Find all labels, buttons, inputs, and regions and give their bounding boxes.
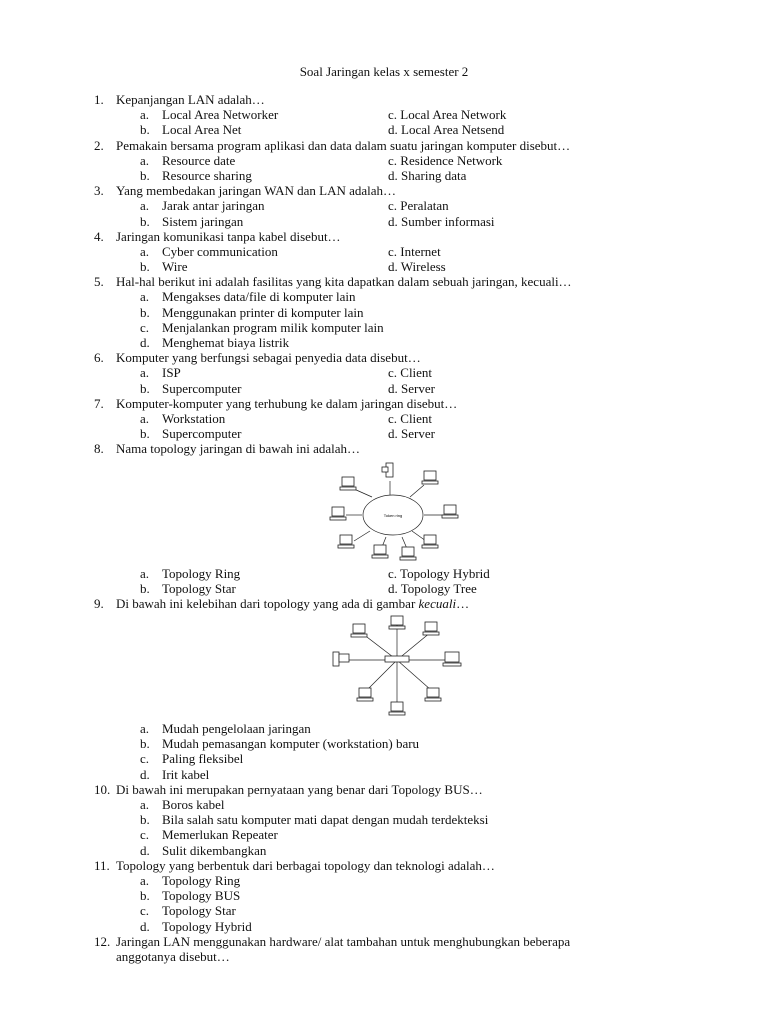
option-row — [94, 153, 654, 168]
option-row — [94, 736, 654, 751]
question-text: Jaringan komunikasi tanpa kabel disebut… — [116, 228, 341, 244]
option-b: Supercomputer — [162, 426, 242, 442]
question-8 — [94, 441, 654, 456]
question-number: 4. — [94, 228, 104, 244]
option-letter: c. — [140, 319, 150, 335]
option-d: Irit kabel — [162, 766, 210, 782]
option-row — [94, 244, 654, 259]
option-row — [94, 335, 654, 350]
option-letter: b. — [140, 122, 150, 138]
question-2 — [94, 138, 654, 153]
star-topology-diagram — [327, 614, 467, 722]
option-row — [94, 843, 654, 858]
question-7 — [94, 396, 654, 411]
option-a: ISP — [162, 365, 181, 381]
option-row — [94, 426, 654, 441]
option-row — [94, 305, 654, 320]
option-letter: a. — [140, 410, 150, 426]
question-number: 7. — [94, 395, 104, 411]
option-letter: b. — [140, 167, 150, 183]
question-12-continuation — [94, 949, 654, 964]
question-number: 3. — [94, 183, 104, 199]
option-b: Wire — [162, 259, 188, 275]
option-d: d. Sumber informasi — [388, 213, 495, 229]
option-letter: c. — [140, 827, 150, 843]
option-a: Resource date — [162, 152, 236, 168]
question-text-main: Di bawah ini kelebihan dari topology yang ada di gambar — [116, 595, 419, 611]
option-b: Supercomputer — [162, 380, 242, 396]
question-text: Kepanjangan LAN adalah… — [116, 92, 265, 107]
option-row — [94, 903, 654, 918]
question-text: Komputer-komputer yang terhubung ke dalam jaringan disebut… — [116, 395, 458, 411]
question-text-end: … — [456, 595, 470, 611]
option-letter: a. — [140, 289, 150, 305]
option-letter: a. — [140, 721, 150, 737]
option-row — [94, 812, 654, 827]
option-b: Resource sharing — [162, 167, 252, 183]
option-row — [94, 767, 654, 782]
option-b: Bila salah satu komputer mati dapat dengan mudah terdekteksi — [162, 812, 489, 828]
option-row — [94, 566, 654, 581]
option-d: d. Server — [388, 426, 435, 442]
question-12 — [94, 934, 654, 949]
option-letter: c. — [140, 751, 150, 767]
option-letter: a. — [140, 872, 150, 888]
option-d: Topology Hybrid — [162, 918, 252, 934]
question-text: Pemakain bersama program aplikasi dan data dalam suatu jaringan komputer disebut… — [116, 137, 571, 153]
option-row — [94, 122, 654, 137]
question-text: Hal-hal berikut ini adalah fasilitas yang kita dapatkan dalam sebuah jaringan, kecuali… — [116, 274, 572, 290]
option-a: Topology Ring — [162, 872, 241, 888]
question-6 — [94, 350, 654, 365]
option-c: c. Client — [388, 365, 433, 381]
option-d: d. Wireless — [388, 259, 446, 275]
option-row — [94, 198, 654, 213]
option-a: Mudah pengelolaan jaringan — [162, 721, 311, 737]
option-a: Local Area Networker — [162, 107, 279, 123]
option-row — [94, 259, 654, 274]
option-row — [94, 888, 654, 903]
option-c: Menjalankan program milik komputer lain — [162, 319, 384, 335]
option-row — [94, 214, 654, 229]
option-row — [94, 289, 654, 304]
question-text-continued: anggotanya disebut… — [116, 948, 230, 964]
option-a: Jarak antar jaringan — [162, 198, 265, 214]
option-c: c. Local Area Network — [388, 107, 507, 123]
option-c: Memerlukan Repeater — [162, 827, 278, 843]
question-text: Jaringan LAN menggunakan hardware/ alat tambahan untuk menghubungkan beberapa — [116, 933, 571, 949]
option-row — [94, 919, 654, 934]
option-a: Boros kabel — [162, 797, 225, 812]
option-c: c. Residence Network — [388, 152, 503, 168]
option-letter: d. — [140, 842, 150, 858]
option-row — [94, 107, 654, 122]
option-letter: b. — [140, 888, 150, 904]
option-letter: b. — [140, 812, 150, 828]
option-letter: d. — [140, 335, 150, 350]
option-letter: b. — [140, 259, 150, 275]
option-b: Sistem jaringan — [162, 213, 244, 229]
option-row — [94, 581, 654, 596]
question-4 — [94, 229, 654, 244]
option-letter: a. — [140, 243, 150, 259]
option-d: d. Topology Tree — [388, 580, 477, 596]
question-11 — [94, 858, 654, 873]
question-number: 8. — [94, 441, 104, 457]
option-d: d. Local Area Netsend — [388, 122, 505, 138]
option-row — [94, 320, 654, 335]
option-a: Cyber communication — [162, 243, 278, 259]
question-text: Nama topology jaringan di bawah ini adalah… — [116, 441, 361, 457]
question-number: 2. — [94, 137, 104, 153]
question-text: Komputer yang berfungsi sebagai penyedia data disebut… — [116, 350, 421, 366]
question-1 — [94, 92, 654, 107]
option-letter: d. — [140, 918, 150, 934]
option-c: Paling fleksibel — [162, 751, 244, 767]
option-d: Menghemat biaya listrik — [162, 335, 290, 350]
ring-topology-diagram — [320, 459, 460, 563]
question-3 — [94, 183, 654, 198]
question-5 — [94, 274, 654, 289]
option-row — [94, 411, 654, 426]
star-topology-figure — [94, 611, 654, 721]
option-b: Topology Star — [162, 580, 236, 596]
option-letter: b. — [140, 426, 150, 442]
option-letter: a. — [140, 107, 150, 123]
option-d: d. Sharing data — [388, 167, 467, 183]
question-number: 12. — [94, 933, 111, 949]
option-letter: c. — [140, 903, 150, 919]
option-letter: b. — [140, 380, 150, 396]
option-letter: b. — [140, 213, 150, 229]
option-letter: a. — [140, 565, 150, 581]
question-list — [94, 92, 654, 964]
option-letter: a. — [140, 198, 150, 214]
option-b: Topology BUS — [162, 888, 241, 904]
option-letter: b. — [140, 580, 150, 596]
question-number: 6. — [94, 350, 104, 366]
option-letter: b. — [140, 304, 150, 320]
option-a: Mengakses data/file di komputer lain — [162, 289, 356, 305]
option-letter: d. — [140, 766, 150, 782]
option-row — [94, 721, 654, 736]
ring-label: Token ring — [383, 512, 403, 518]
option-c: c. Topology Hybrid — [388, 565, 490, 581]
option-letter: a. — [140, 365, 150, 381]
question-number: 9. — [94, 595, 104, 611]
ring-topology-figure — [94, 457, 654, 566]
option-c: c. Peralatan — [388, 198, 449, 214]
option-letter: a. — [140, 152, 150, 168]
option-letter: b. — [140, 736, 150, 752]
option-d: Sulit dikembangkan — [162, 842, 267, 858]
option-row — [94, 751, 654, 766]
option-b: Local Area Net — [162, 122, 242, 138]
option-a: Workstation — [162, 410, 226, 426]
option-b: Menggunakan printer di komputer lain — [162, 304, 364, 320]
page-title: Soal Jaringan kelas x semester 2 — [299, 64, 469, 79]
option-c: Topology Star — [162, 903, 236, 919]
option-row — [94, 381, 654, 396]
question-number: 1. — [94, 92, 104, 107]
option-a: Topology Ring — [162, 565, 241, 581]
option-d: d. Server — [388, 380, 435, 396]
question-number: 5. — [94, 274, 104, 290]
question-9 — [94, 596, 654, 611]
option-b: Mudah pemasangan komputer (workstation) baru — [162, 736, 420, 752]
question-text-emphasis: kecuali — [418, 595, 457, 611]
question-text — [116, 596, 469, 611]
option-row — [94, 827, 654, 842]
question-text: Topology yang berbentuk dari berbagai topology dan teknologi adalah… — [116, 857, 495, 873]
question-number: 10. — [94, 781, 111, 797]
option-c: c. Client — [388, 410, 433, 426]
option-row — [94, 873, 654, 888]
question-number: 11. — [94, 857, 110, 873]
question-text: Yang membedakan jaringan WAN dan LAN adalah… — [116, 183, 397, 199]
option-letter: a. — [140, 797, 150, 812]
option-row — [94, 365, 654, 380]
question-10 — [94, 782, 654, 797]
option-row — [94, 797, 654, 812]
option-c: c. Internet — [388, 243, 441, 259]
option-row — [94, 168, 654, 183]
question-text: Di bawah ini merupakan pernyataan yang benar dari Topology BUS… — [116, 781, 483, 797]
